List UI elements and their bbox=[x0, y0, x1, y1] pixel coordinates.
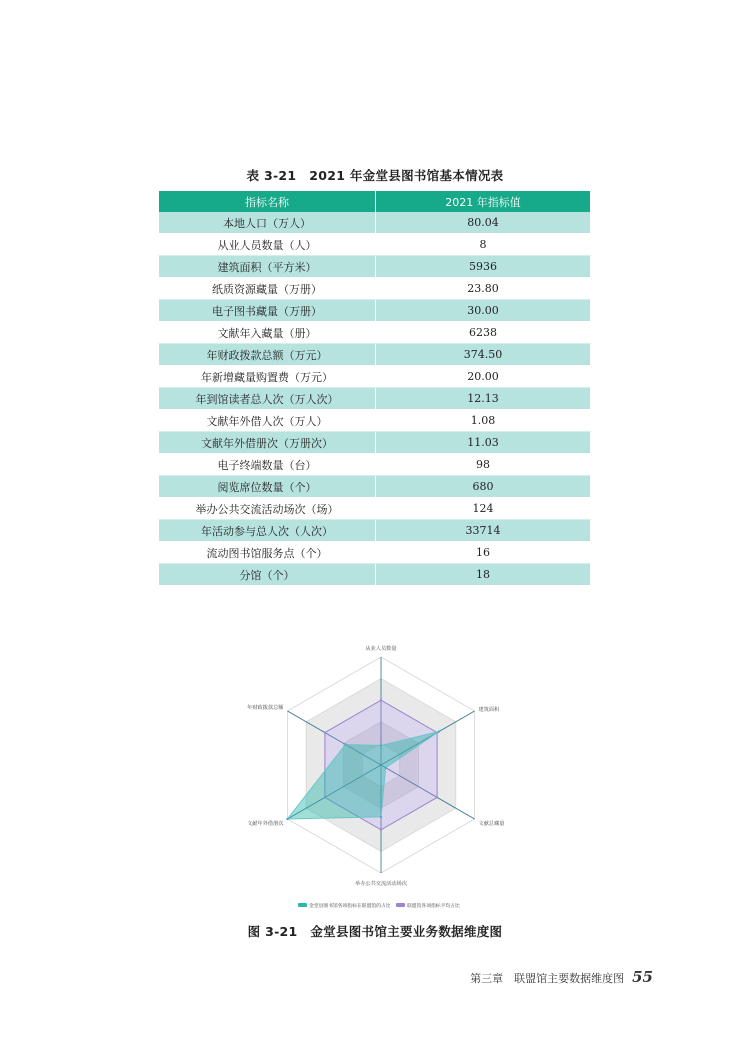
cell-indicator-name: 年财政拨款总额（万元） bbox=[159, 344, 376, 366]
radar-series-0-point bbox=[380, 744, 382, 746]
table-row bbox=[159, 278, 591, 300]
cell-indicator-value: 20.00 bbox=[376, 366, 591, 388]
cell-indicator-name: 文献年外借册次（万册次） bbox=[159, 432, 376, 454]
cell-indicator-name: 举办公共交流活动场次（场） bbox=[159, 498, 376, 520]
cell-indicator-name: 年新增藏量购置费（万元） bbox=[159, 366, 376, 388]
table-row bbox=[159, 366, 591, 388]
radar-series-0-point bbox=[384, 767, 386, 769]
radar-axis-label: 建筑面积 bbox=[478, 707, 500, 713]
radar-series-0-point bbox=[438, 730, 440, 732]
cell-indicator-name: 流动图书馆服务点（个） bbox=[159, 542, 376, 564]
legend-swatch-0 bbox=[298, 903, 307, 907]
cell-indicator-name: 电子图书藏量（万册） bbox=[159, 300, 376, 322]
table-row bbox=[159, 256, 591, 278]
table-row bbox=[159, 410, 591, 432]
cell-indicator-value: 8 bbox=[376, 234, 591, 256]
cell-indicator-value: 6238 bbox=[376, 322, 591, 344]
table-row bbox=[159, 454, 591, 476]
radar-series-0-point bbox=[286, 818, 288, 820]
cell-indicator-value: 124 bbox=[376, 498, 591, 520]
cell-indicator-value: 30.00 bbox=[376, 300, 591, 322]
radar-series-1-point bbox=[324, 731, 326, 733]
library-stats-table bbox=[159, 191, 591, 586]
cell-indicator-name: 从业人员数量（人） bbox=[159, 234, 376, 256]
table-row bbox=[159, 432, 591, 454]
table-row bbox=[159, 322, 591, 344]
radar-axis-label: 文献年外借册次 bbox=[247, 821, 284, 827]
cell-indicator-value: 80.04 bbox=[376, 212, 591, 234]
legend-swatch-1 bbox=[396, 903, 405, 907]
page-number: 55 bbox=[632, 968, 653, 986]
radar-axis-label: 从业人员数量 bbox=[365, 646, 397, 652]
legend-label-1: 联盟馆各项指标平均占比 bbox=[407, 904, 460, 909]
cell-indicator-name: 纸质资源藏量（万册） bbox=[159, 278, 376, 300]
radar-series-1-point bbox=[380, 829, 382, 831]
cell-indicator-value: 23.80 bbox=[376, 278, 591, 300]
header-indicator-value: 2021 年指标值 bbox=[376, 191, 591, 212]
cell-indicator-name: 年到馆读者总人次（万人次） bbox=[159, 388, 376, 410]
cell-indicator-value: 5936 bbox=[376, 256, 591, 278]
table-header-row bbox=[159, 191, 591, 212]
radar-series-1-point bbox=[436, 796, 438, 798]
table-row bbox=[159, 344, 591, 366]
footer-chapter: 第三章 联盟馆主要数据维度图 bbox=[470, 972, 625, 985]
table-row bbox=[159, 520, 591, 542]
table-row bbox=[159, 476, 591, 498]
table-body bbox=[159, 212, 591, 586]
radar-axis-label: 文献总藏量 bbox=[478, 821, 505, 827]
table-row bbox=[159, 542, 591, 564]
cell-indicator-value: 680 bbox=[376, 476, 591, 498]
radar-chart bbox=[220, 615, 540, 915]
cell-indicator-name: 文献年入藏量（册） bbox=[159, 322, 376, 344]
cell-indicator-name: 本地人口（万人） bbox=[159, 212, 376, 234]
radar-axis-label: 年财政拨款总额 bbox=[247, 705, 284, 711]
cell-indicator-value: 11.03 bbox=[376, 432, 591, 454]
legend-label-0: 金堂县图书馆各项指标在联盟馆的占比 bbox=[309, 904, 391, 909]
radar-series-0-point bbox=[344, 743, 346, 745]
cell-indicator-value: 33714 bbox=[376, 520, 591, 542]
cell-indicator-value: 18 bbox=[376, 564, 591, 586]
table-row bbox=[159, 212, 591, 234]
radar-series-0-point bbox=[380, 816, 382, 818]
table-row bbox=[159, 234, 591, 256]
cell-indicator-name: 文献年外借人次（万人） bbox=[159, 410, 376, 432]
table-caption: 表 3-21 2021 年金堂县图书馆基本情况表 bbox=[246, 168, 504, 183]
page-footer bbox=[470, 968, 653, 986]
cell-indicator-name: 电子终端数量（台） bbox=[159, 454, 376, 476]
cell-indicator-value: 1.08 bbox=[376, 410, 591, 432]
header-indicator-name: 指标名称 bbox=[159, 191, 376, 212]
cell-indicator-value: 16 bbox=[376, 542, 591, 564]
figure-caption: 图 3-21 金堂县图书馆主要业务数据维度图 bbox=[247, 924, 503, 939]
table-row bbox=[159, 388, 591, 410]
radar-axis-label: 举办公共交流活动场次 bbox=[355, 881, 407, 887]
cell-indicator-value: 98 bbox=[376, 454, 591, 476]
table-row bbox=[159, 498, 591, 520]
cell-indicator-value: 12.13 bbox=[376, 388, 591, 410]
cell-indicator-name: 年活动参与总人次（人次） bbox=[159, 520, 376, 542]
table-row bbox=[159, 564, 591, 586]
cell-indicator-name: 分馆（个） bbox=[159, 564, 376, 586]
table-row bbox=[159, 300, 591, 322]
cell-indicator-name: 阅览席位数量（个） bbox=[159, 476, 376, 498]
cell-indicator-name: 建筑面积（平方米） bbox=[159, 256, 376, 278]
radar-series-1-point bbox=[380, 699, 382, 701]
cell-indicator-value: 374.50 bbox=[376, 344, 591, 366]
